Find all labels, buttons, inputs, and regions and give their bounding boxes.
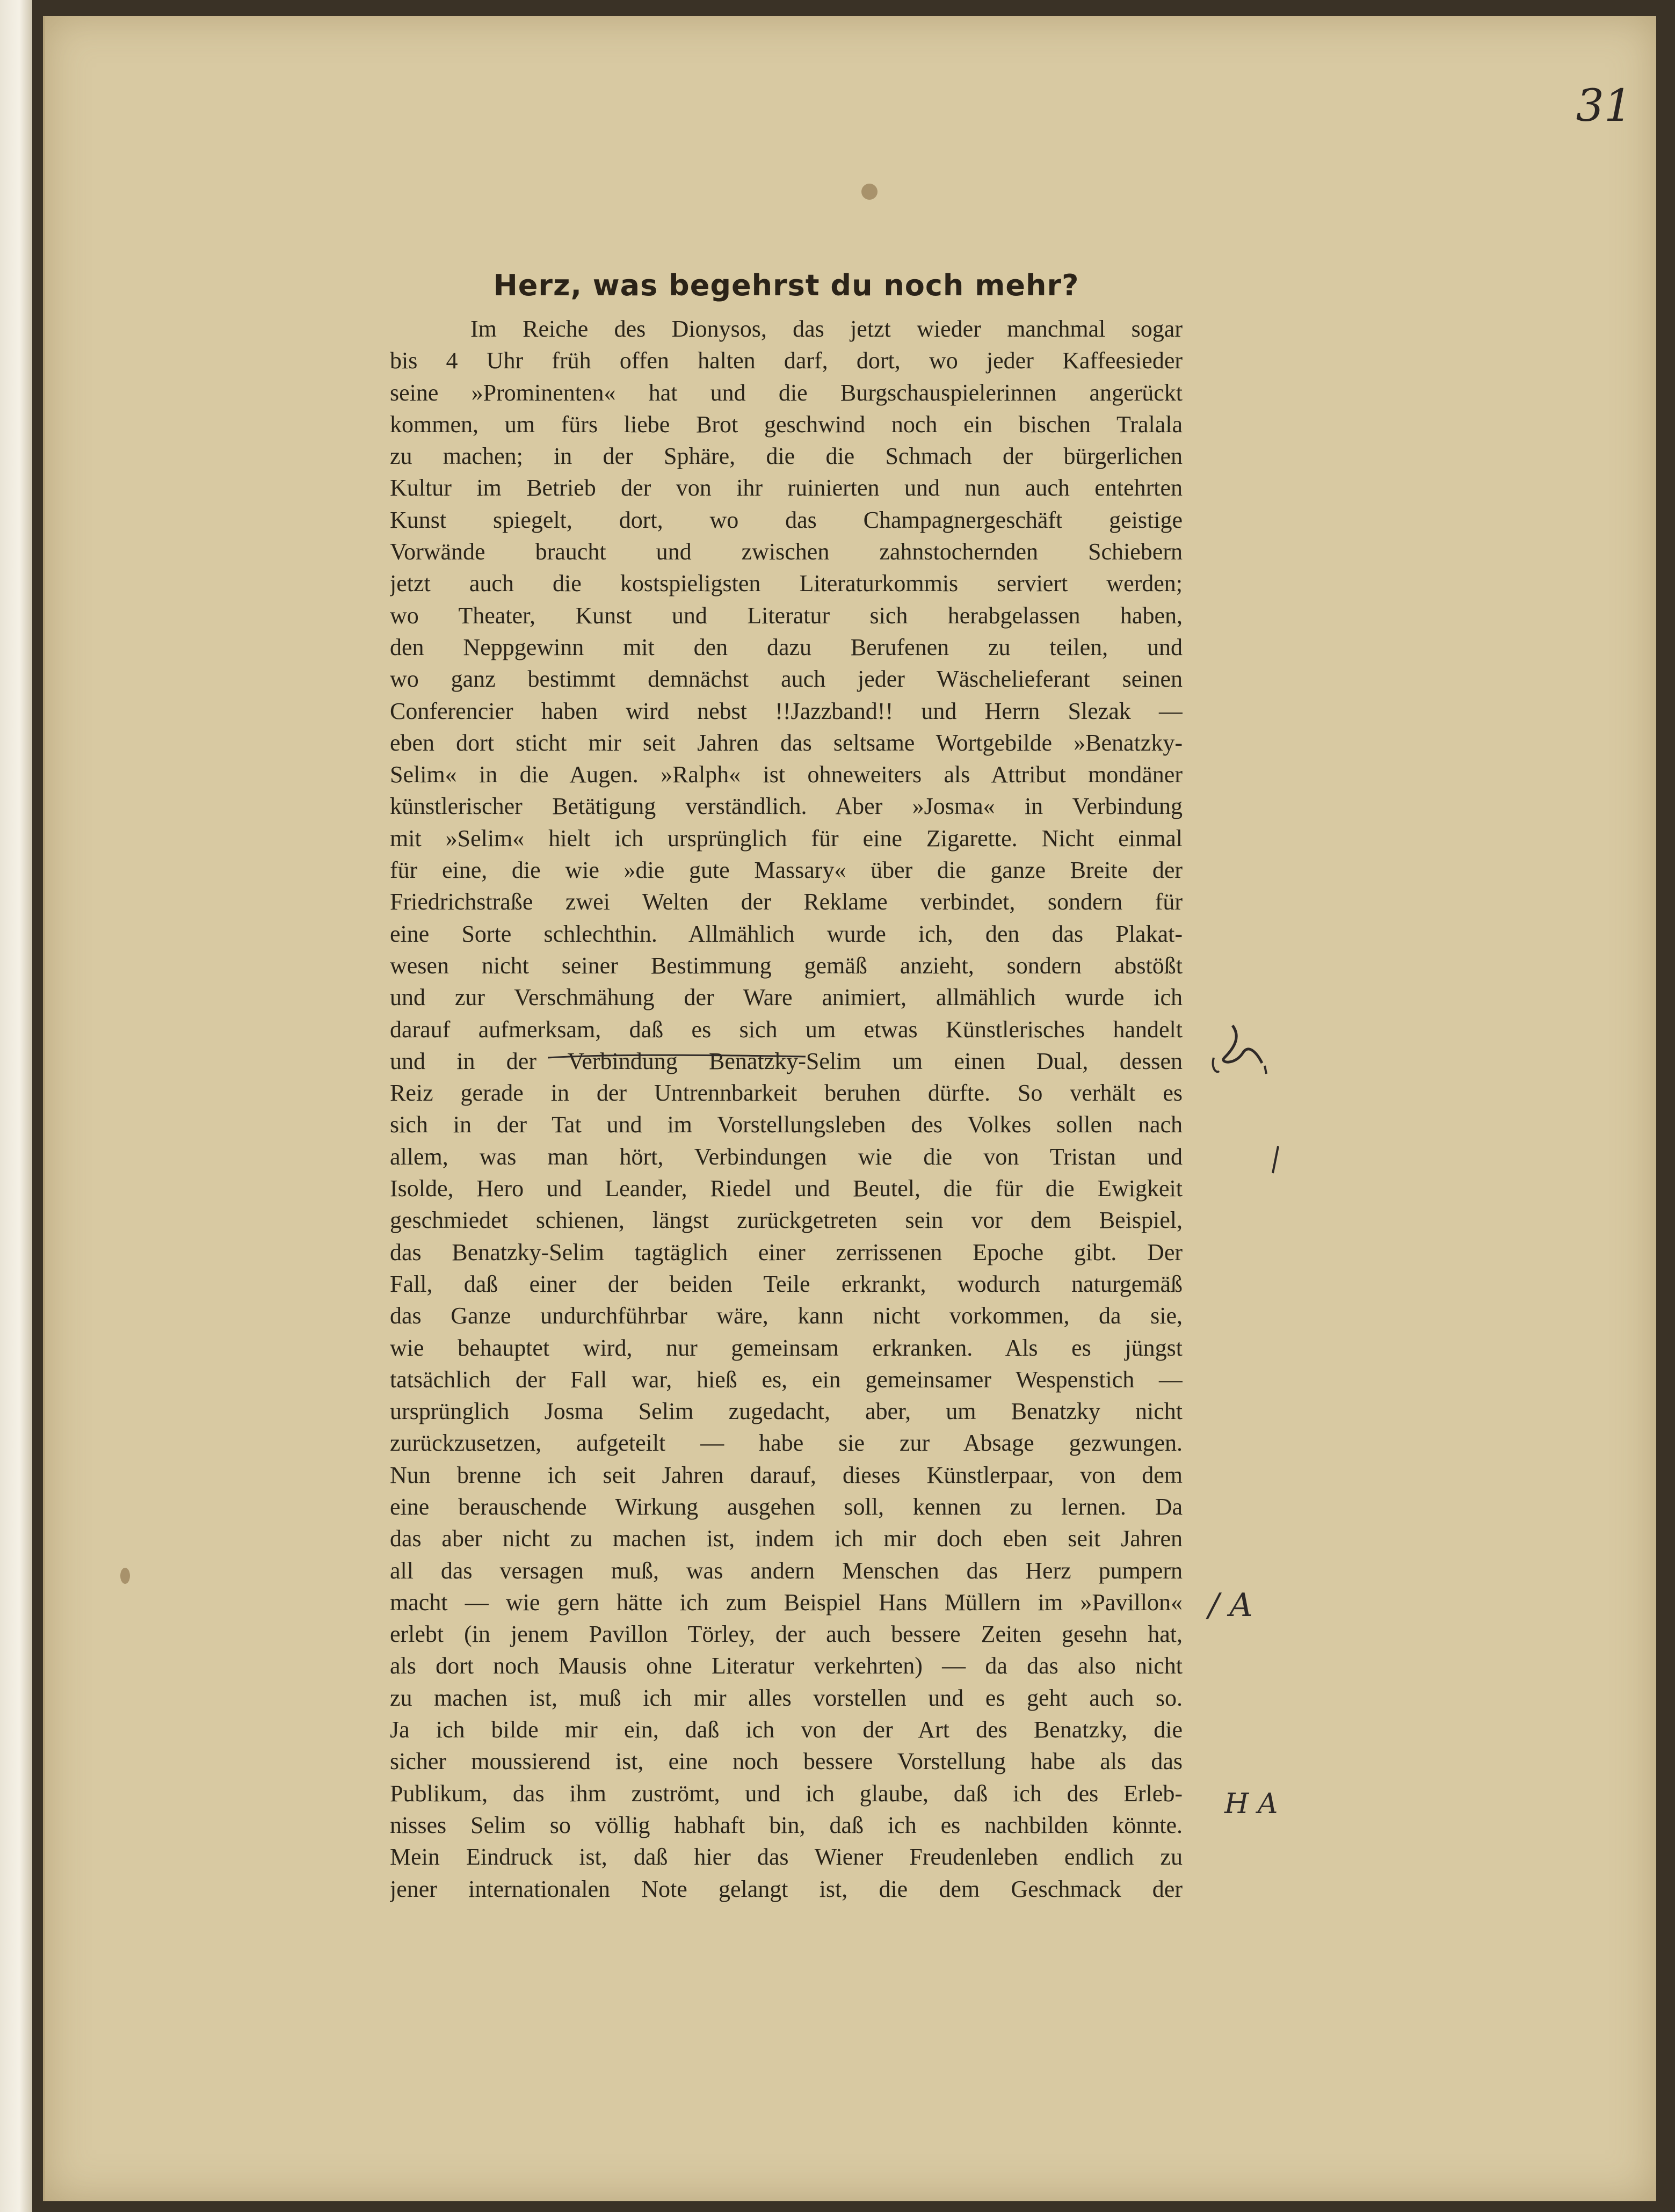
text-line: jetzt auch die kostspieligsten Literaturkommis serviert werden; [390, 570, 1183, 597]
text-line: macht — wie gern hätte ich zum Beispiel Hans Müllern im »Pavillon« [390, 1589, 1183, 1616]
paper-stain [120, 1568, 130, 1584]
margin-note: H A [1224, 1788, 1278, 1820]
text-line: allem, was man hört, Verbindungen wie die von Tristan und [390, 1143, 1183, 1170]
binder-edge [0, 0, 32, 2212]
text-line: Selim« in die Augen. »Ralph« ist ohneweiters als Attribut mondäner [390, 761, 1183, 788]
text-line: Fall, daß einer der beiden Teile erkrankt, wodurch naturgemäß [390, 1270, 1183, 1297]
text-line: sicher moussierend ist, eine noch bessere Vorstellung habe als das [390, 1748, 1183, 1775]
text-line: ursprünglich Josma Selim zugedacht, aber, um Benatzky nicht [390, 1398, 1183, 1425]
text-line: eben dort sticht mir seit Jahren das seltsame Wortgebilde »Benatzky- [390, 729, 1183, 756]
text-line: als dort noch Mausis ohne Literatur verkehrten) — da das also nicht [390, 1653, 1183, 1679]
text-line: kommen, um fürs liebe Brot geschwind noch ein bischen Tralala [390, 411, 1183, 438]
text-line: all das versagen muß, was andern Menschen das Herz pumpern [390, 1557, 1183, 1584]
text-line: mit »Selim« hielt ich ursprünglich für eine Zigarette. Nicht einmal [390, 825, 1183, 852]
text-line: Isolde, Hero und Leander, Riedel und Beutel, die für die Ewigkeit [390, 1175, 1183, 1202]
text-line: den Neppgewinn mit den dazu Berufenen zu teilen, und [390, 634, 1183, 660]
text-line: zurückzusetzen, aufgeteilt — habe sie zur Absage gezwungen. [390, 1430, 1183, 1457]
article-body [390, 313, 1183, 1905]
text-line: nisses Selim so völlig habhaft bin, daß ich es nachbilden könnte. [390, 1811, 1183, 1838]
text-line: Friedrichstraße zwei Welten der Reklame verbindet, sondern für [390, 889, 1183, 915]
text-line: Publikum, das ihm zuströmt, und ich glaube, daß ich des Erleb- [390, 1780, 1183, 1807]
underline-mark-icon [548, 1052, 806, 1063]
text-line: wesen nicht seiner Bestimmung gemäß anzieht, sondern abstößt [390, 952, 1183, 979]
margin-note: / A [1208, 1587, 1253, 1624]
text-line: zu machen; in der Sphäre, die die Schmach der bürgerlichen [390, 443, 1183, 470]
text-line: eine Sorte schlechthin. Allmählich wurde ich, den das Plakat- [390, 920, 1183, 947]
text-line: Kunst spiegelt, dort, wo das Champagnergeschäft geistige [390, 506, 1183, 533]
text-line: das aber nicht zu machen ist, indem ich mir doch eben seit Jahren [390, 1525, 1183, 1552]
article-title: Herz, was begehrst du noch mehr? [493, 268, 1079, 302]
text-line: Im Reiche des Dionysos, das jetzt wieder manchmal sogar [470, 316, 1183, 342]
text-line: seine »Prominenten« hat und die Burgschauspielerinnen angerückt [390, 379, 1183, 406]
text-line: Vorwände braucht und zwischen zahnstochernden Schiebern [390, 539, 1183, 565]
text-line: Ja ich bilde mir ein, daß ich von der Art des Benatzky, die [390, 1716, 1183, 1743]
text-line: zu machen ist, muß ich mir alles vorstellen und es geht auch so. [390, 1684, 1183, 1711]
text-line: und in der Verbindung Benatzky-Selim um einen Dual, dessen [390, 1047, 1183, 1074]
text-line: sich in der Tat und im Vorstellungsleben des Volkes sollen nach [390, 1111, 1183, 1138]
text-line: das Ganze undurchführbar wäre, kann nicht vorkommen, da sie, [390, 1303, 1183, 1329]
paper-stain [861, 184, 878, 200]
text-line: Reiz gerade in der Untrennbarkeit beruhen dürfte. So verhält es [390, 1080, 1183, 1107]
text-line: wo ganz bestimmt demnächst auch jeder Wäschelieferant seinen [390, 666, 1183, 693]
text-line: und zur Verschmähung der Ware animiert, allmählich wurde ich [390, 984, 1183, 1011]
text-line: wo Theater, Kunst und Literatur sich herabgelassen haben, [390, 602, 1183, 629]
text-line: Mein Eindruck ist, daß hier das Wiener Freudenleben endlich zu [390, 1844, 1183, 1871]
correction-mark-icon [1203, 1020, 1273, 1085]
text-line: Conferencier haben wird nebst !!Jazzband!! und Herrn Slezak — [390, 697, 1183, 724]
text-line: erlebt (in jenem Pavillon Törley, der auch bessere Zeiten gesehn hat, [390, 1621, 1183, 1648]
tick-mark-icon [1267, 1144, 1284, 1176]
page-number: 31 [1576, 81, 1632, 132]
text-line: künstlerischer Betätigung verständlich. Aber »Josma« in Verbindung [390, 793, 1183, 820]
text-line: tatsächlich der Fall war, hieß es, ein gemeinsamer Wespenstich — [390, 1366, 1183, 1393]
text-line: Kultur im Betrieb der von ihr ruinierten und nun auch entehrten [390, 475, 1183, 501]
text-line: eine berauschende Wirkung ausgehen soll, kennen zu lernen. Da [390, 1493, 1183, 1520]
text-line: für eine, die wie »die gute Massary« über die ganze Breite der [390, 857, 1183, 884]
text-line: darauf aufmerksam, daß es sich um etwas Künstlerisches handelt [390, 1016, 1183, 1043]
text-line: das Benatzky-Selim tagtäglich einer zerrissenen Epoche gibt. Der [390, 1239, 1183, 1265]
text-line: Nun brenne ich seit Jahren darauf, dieses Künstlerpaar, von dem [390, 1461, 1183, 1488]
text-line: wie behauptet wird, nur gemeinsam erkranken. Als es jüngst [390, 1334, 1183, 1361]
text-line: geschmiedet schienen, längst zurückgetreten sein vor dem Beispiel, [390, 1207, 1183, 1234]
text-line: bis 4 Uhr früh offen halten darf, dort, wo jeder Kaffeesieder [390, 347, 1183, 374]
text-line: jener internationalen Note gelangt ist, die dem Geschmack der [390, 1875, 1183, 1902]
article [390, 268, 1183, 1905]
